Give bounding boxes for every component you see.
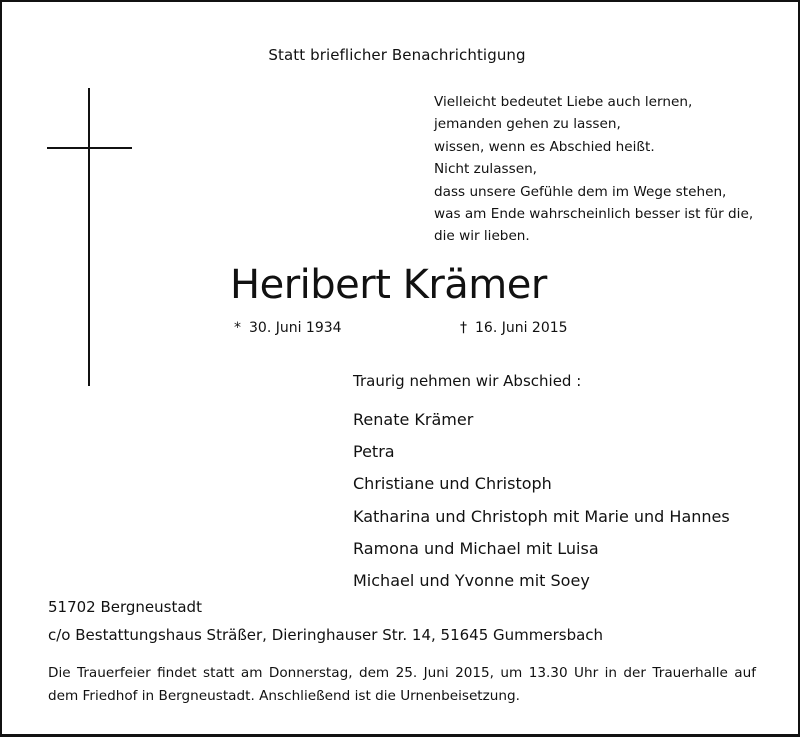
poem-line: wissen, wenn es Abschied heißt.	[434, 138, 655, 155]
mourners-list	[353, 404, 730, 597]
birth-date: 30. Juni 1934	[249, 320, 342, 336]
poem-line: jemanden gehen zu lassen,	[434, 116, 621, 133]
mourner-entry: Katharina und Christoph mit Marie und Hannes	[353, 506, 730, 526]
mourner-entry: Christiane und Christoph	[353, 474, 552, 494]
cross-icon-vertical-bar	[88, 88, 90, 386]
birth-star-icon: *	[234, 320, 241, 336]
poem-line: die wir lieben.	[434, 228, 530, 245]
poem-line: Nicht zulassen,	[434, 161, 538, 178]
mourning-intro: Traurig nehmen wir Abschied :	[353, 372, 582, 390]
address-city: 51702 Bergneustadt	[48, 598, 202, 616]
death-date-line	[460, 320, 568, 336]
mourner-entry: Petra	[353, 442, 395, 462]
mourner-entry: Renate Krämer	[353, 410, 474, 429]
poem-line: Vielleicht bedeutet Liebe auch lernen,	[434, 94, 693, 110]
cross-icon-horizontal-bar	[47, 147, 132, 149]
death-date: 16. Juni 2015	[475, 320, 568, 336]
birth-date-line	[234, 320, 342, 336]
poem	[434, 91, 753, 248]
notice-heading: Statt brieflicher Benachrichtigung	[268, 46, 526, 64]
deceased-name: Heribert Krämer	[230, 262, 547, 308]
poem-line: was am Ende wahrscheinlich besser ist für die,	[434, 206, 754, 223]
address-care-of: c/o Bestattungshaus Sträßer, Dieringhauser Str. 14, 51645 Gummersbach	[48, 626, 604, 644]
mourner-entry: Ramona und Michael mit Luisa	[353, 538, 599, 558]
poem-line: dass unsere Gefühle dem im Wege stehen,	[434, 183, 727, 200]
funeral-notice: Die Trauerfeier findet statt am Donnerstag, dem 25. Juni 2015, um 13.30 Uhr in der Trauerhalle auf dem Friedhof in Bergneustadt. Anschließend ist die Urnenbeisetzung.	[48, 665, 756, 704]
mourner-entry: Michael und Yvonne mit Soey	[353, 571, 590, 591]
death-dagger-icon: †	[460, 320, 467, 336]
